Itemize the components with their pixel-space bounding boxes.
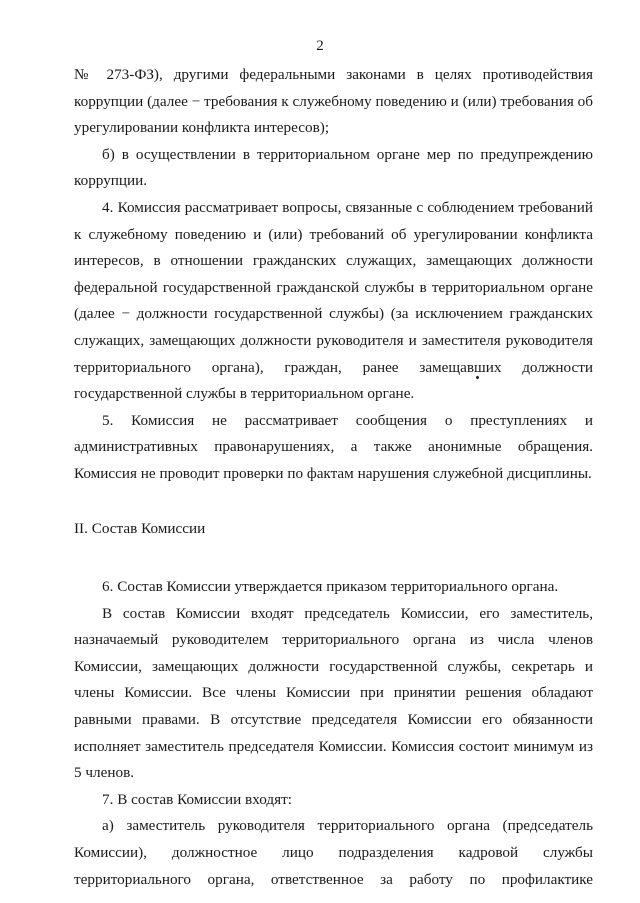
paragraph-item-b: б) в осуществлении в территориальном органе мер по предупреждению коррупции. xyxy=(74,145,593,190)
paragraph-5: 5. Комиссия не рассматривает сообщения о преступлениях и административных правонарушениях, а также анонимные обращения. Комиссия не проводит проверки по фактам нарушения служебной дисциплины. xyxy=(74,411,593,482)
paragraph-composition: В состав Комиссии входят председатель Комиссии, его заместитель, назначаемый руководителем территориального органа из числа членов Комиссии, замещающих должности государственной службы, секретарь и члены Комиссии. Все члены Комиссии при принятии решения обладают равными правами. В отсутствие председателя Комиссии его обязанности исполняет заместитель председателя Комиссии. Комиссия состоит минимум из 5 членов. xyxy=(74,604,593,782)
scan-speck xyxy=(476,376,479,379)
paragraph-continuation: № 273-ФЗ), другими федеральными законами в целях противодействия коррупции (далее − требования к служебному поведению и (или) требования об урегулировании конфликта интересов); xyxy=(74,66,593,137)
page-number: 2 xyxy=(316,38,324,54)
paragraph-6: 6. Состав Комиссии утверждается приказом территориального органа. xyxy=(102,578,559,596)
paragraph-item-a: а) заместитель руководителя территориального органа (председатель Комиссии), должностное лицо подразделения кадровой службы территориального органа, ответственное за работу по профилактике xyxy=(74,817,593,888)
document-body xyxy=(74,62,593,893)
paragraph-7: 7. В состав Комиссии входят: xyxy=(102,790,292,808)
paragraph-4: 4. Комиссия рассматривает вопросы, связанные с соблюдением требований к служебному поведению и (или) требований об урегулировании конфликта интересов, в отношении гражданских служащих, замещающих должности федеральной государственной гражданской службы в территориальном органе (далее − должности государственной службы) (за исключением гражданских служащих, замещающих должности руководителя и заместителя руководителя территориального органа), граждан, ранее замещавших должности государственной службы в территориальном органе. xyxy=(74,198,593,403)
section-heading: II. Состав Комиссии xyxy=(74,519,206,537)
